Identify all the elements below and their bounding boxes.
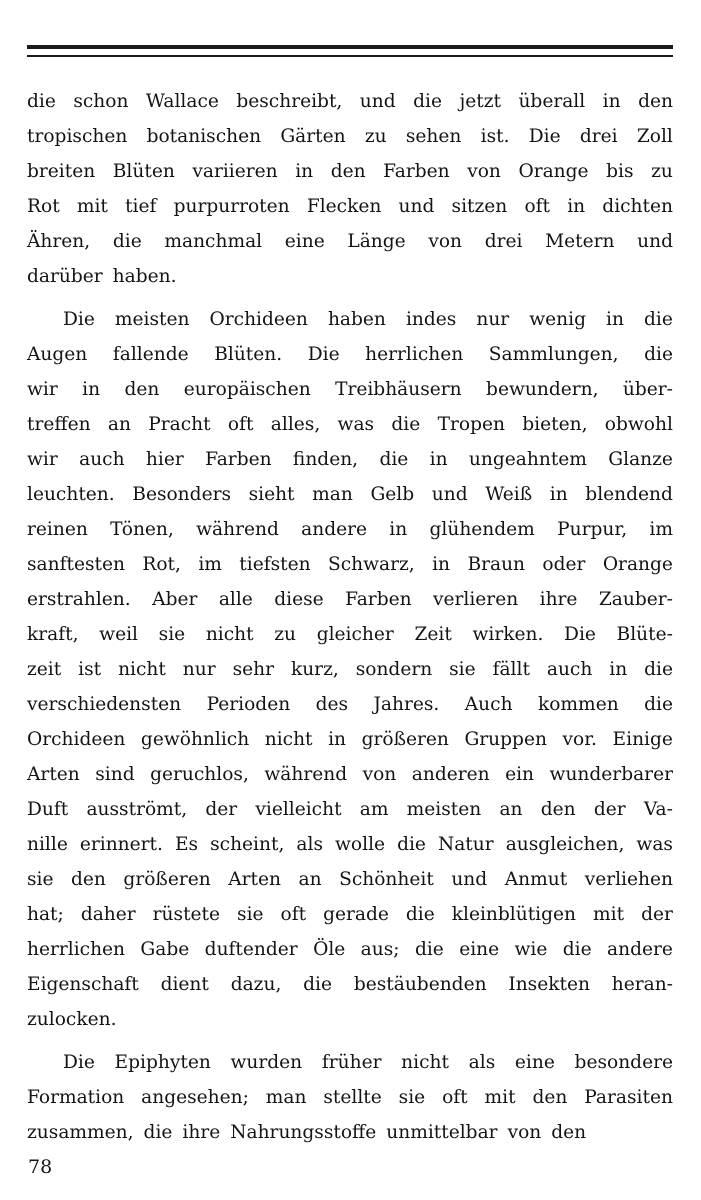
paragraph-gap — [27, 294, 673, 302]
word: geruchlos, — [150, 764, 249, 785]
word: Die — [564, 624, 596, 645]
word: oft — [227, 414, 254, 435]
word: glühendem — [429, 519, 535, 540]
word: Rot, — [142, 554, 181, 575]
word: über- — [622, 379, 673, 400]
word: in — [429, 449, 448, 470]
word: Tropen — [437, 414, 505, 435]
word: breiten — [27, 161, 96, 182]
word: schon — [73, 91, 129, 112]
word: Öle — [313, 939, 346, 960]
word: botanischen — [146, 126, 262, 147]
word: Farben — [383, 161, 450, 182]
word: Blüte- — [616, 624, 673, 645]
page-number: 78 — [28, 1156, 53, 1178]
text-line — [27, 757, 673, 792]
word: Blüten. — [214, 344, 283, 365]
word: sind — [95, 764, 135, 785]
word: Eigenschaft — [27, 974, 139, 995]
text-line — [27, 442, 673, 477]
word: mit — [76, 196, 108, 217]
word: mit — [484, 1087, 516, 1108]
word: stellte — [323, 1087, 382, 1108]
word: in — [432, 554, 451, 575]
text-line — [27, 967, 673, 1002]
word: eine — [459, 939, 500, 960]
word: Orange — [602, 554, 673, 575]
text-line — [27, 337, 673, 372]
word: nicht — [205, 624, 254, 645]
word: ungeahntem — [468, 449, 587, 470]
word: drei — [484, 231, 523, 252]
word: in — [389, 519, 408, 540]
word: mit — [593, 904, 625, 925]
header-rule-thick — [27, 45, 673, 49]
word: ist. — [480, 126, 510, 147]
word: nicht — [118, 659, 166, 680]
word: wie — [514, 939, 548, 960]
word: Zauber- — [598, 589, 673, 610]
word: scheint, — [210, 834, 285, 855]
word: Arten — [228, 869, 281, 890]
word: bieten, — [522, 414, 588, 435]
text-line — [27, 897, 673, 932]
paragraph — [27, 1045, 673, 1150]
word: die — [112, 231, 142, 252]
word: ihre — [539, 589, 578, 610]
word: Wallace — [145, 91, 219, 112]
word: ist — [78, 659, 102, 680]
word: gewöhnlich — [140, 729, 250, 750]
word: nicht — [401, 1052, 449, 1073]
word: wir — [27, 379, 58, 400]
word: an — [298, 869, 322, 890]
word: dichten — [602, 196, 673, 217]
word: an — [107, 414, 131, 435]
word: Die — [307, 344, 340, 365]
word: oft — [524, 196, 551, 217]
word: als — [468, 1052, 496, 1073]
word: sehen — [405, 126, 462, 147]
word: Formation — [27, 1087, 125, 1108]
word: Augen — [27, 344, 88, 365]
word: in — [82, 379, 101, 400]
word: die — [644, 344, 673, 365]
word: auch — [546, 659, 593, 680]
word: fallende — [112, 344, 189, 365]
word: oft — [442, 1087, 468, 1108]
word: meisten — [114, 309, 190, 330]
text-line — [27, 119, 673, 154]
text-line — [27, 547, 673, 582]
header-rule-thin — [27, 55, 673, 57]
word: Braun — [467, 554, 526, 575]
word: sie — [398, 1087, 426, 1108]
word: in — [606, 309, 624, 330]
word: überall — [518, 91, 586, 112]
word: die — [27, 91, 56, 112]
word: was — [337, 414, 375, 435]
word: Schönheit — [339, 869, 434, 890]
word: verliehen — [584, 869, 673, 890]
word: wenig — [529, 309, 586, 330]
text-line — [27, 1045, 673, 1080]
word: Aber — [152, 589, 198, 610]
text-line — [27, 792, 673, 827]
word: Flecken — [306, 196, 382, 217]
text-line: darüber haben. — [27, 266, 177, 287]
word: Die — [63, 309, 95, 330]
word: wunderbarer — [549, 764, 673, 785]
text-line: zusammen, die ihre Nahrungsstoffe unmittelbar von den — [27, 1122, 587, 1143]
paragraph — [27, 302, 673, 1037]
word: fällt — [492, 659, 530, 680]
word: und — [637, 231, 673, 252]
word: und — [431, 484, 468, 505]
text-line — [27, 189, 673, 224]
word: die — [379, 449, 409, 470]
word: von — [362, 764, 397, 785]
word: Ähren, — [27, 231, 91, 252]
word: beschreibt, — [236, 91, 343, 112]
word: und — [359, 91, 396, 112]
word: hier — [145, 449, 184, 470]
word: jetzt — [459, 91, 501, 112]
word: der — [205, 799, 238, 820]
word: Va- — [643, 799, 673, 820]
word: im — [649, 519, 673, 540]
word: Purpur, — [557, 519, 628, 540]
word: Die — [528, 126, 561, 147]
word: drei — [579, 126, 618, 147]
word: größeren — [361, 729, 449, 750]
word: der — [593, 799, 626, 820]
word: Farben — [205, 449, 272, 470]
word: herrlichen — [27, 939, 126, 960]
word: sie — [27, 869, 54, 890]
word: Orchideen — [209, 309, 308, 330]
word: die — [414, 939, 444, 960]
word: am — [359, 799, 389, 820]
word: man — [265, 1087, 307, 1108]
word: vielleicht — [255, 799, 342, 820]
word: rüstete — [152, 904, 221, 925]
text-line — [27, 407, 673, 442]
word: sanftesten — [27, 554, 125, 575]
word: Pracht — [148, 414, 211, 435]
word: die — [644, 309, 673, 330]
text-line — [27, 862, 673, 897]
word: bestäubenden — [353, 974, 487, 995]
word: und — [398, 196, 435, 217]
word: Länge — [347, 231, 406, 252]
word: dient — [160, 974, 209, 995]
word: was — [636, 834, 673, 855]
paragraph — [27, 84, 673, 294]
word: verlieren — [433, 589, 519, 610]
word: den — [330, 161, 366, 182]
word: Metern — [545, 231, 615, 252]
word: verschiedensten — [27, 694, 182, 715]
word: zu — [364, 126, 387, 147]
word: diese — [274, 589, 324, 610]
word: in — [295, 161, 314, 182]
word: Die — [63, 1052, 95, 1073]
word: den — [71, 869, 106, 890]
word: im — [198, 554, 222, 575]
word: auch — [79, 449, 125, 470]
word: indes — [405, 309, 457, 330]
text-line — [27, 1080, 673, 1115]
text-line — [27, 84, 673, 119]
word: Perioden — [206, 694, 291, 715]
word: sehr — [232, 659, 274, 680]
word: blendend — [585, 484, 673, 505]
word: variieren — [192, 161, 278, 182]
word: meisten — [406, 799, 482, 820]
word: daher — [80, 904, 136, 925]
word: der — [641, 904, 673, 925]
text-line — [27, 582, 673, 617]
word: des — [315, 694, 349, 715]
word: dazu, — [230, 974, 282, 995]
word: reinen — [27, 519, 88, 540]
word: tief — [125, 196, 157, 217]
word: während — [196, 519, 279, 540]
word: tiefsten — [239, 554, 311, 575]
word: wir — [27, 449, 58, 470]
text-line — [27, 687, 673, 722]
word: Duft — [27, 799, 69, 820]
word: Sammlungen, — [488, 344, 619, 365]
word: Besonders — [132, 484, 231, 505]
word: alles, — [270, 414, 321, 435]
word: besondere — [574, 1052, 673, 1073]
word: ausströmt, — [86, 799, 188, 820]
word: Glanze — [608, 449, 673, 470]
word: kurz, — [290, 659, 339, 680]
word: sie — [237, 904, 264, 925]
word: obwohl — [604, 414, 673, 435]
word: nur — [182, 659, 216, 680]
word: die — [562, 939, 592, 960]
word: heran- — [611, 974, 673, 995]
word: Insekten — [508, 974, 590, 995]
word: wurden — [230, 1052, 303, 1073]
word: eine — [514, 1052, 555, 1073]
word: eine — [284, 231, 325, 252]
word: zu — [274, 624, 297, 645]
word: tropischen — [27, 126, 128, 147]
word: leuchten. — [27, 484, 115, 505]
word: finden, — [292, 449, 359, 470]
word: früher — [321, 1052, 382, 1073]
word: Anmut — [504, 869, 568, 890]
word: zeit — [27, 659, 62, 680]
word: kommen — [537, 694, 619, 715]
word: in — [609, 659, 628, 680]
text-line — [27, 932, 673, 967]
word: Treibhäusern — [335, 379, 462, 400]
word: Parasiten — [584, 1087, 673, 1108]
text-line — [27, 477, 673, 512]
word: Orange — [518, 161, 589, 182]
word: nur — [476, 309, 510, 330]
word: während — [264, 764, 348, 785]
word: bewundern, — [486, 379, 599, 400]
word: den — [540, 799, 576, 820]
word: die — [644, 694, 673, 715]
word: andere — [607, 939, 673, 960]
word: und — [451, 869, 488, 890]
word: Gärten — [280, 126, 346, 147]
word: kleinblütigen — [451, 904, 577, 925]
word: Auch — [464, 694, 513, 715]
word: Natur — [437, 834, 494, 855]
word: vor. — [562, 729, 597, 750]
word: sie — [158, 624, 186, 645]
word: sondern — [355, 659, 433, 680]
word: weil — [99, 624, 138, 645]
word: herrlichen — [365, 344, 464, 365]
word: erstrahlen. — [27, 589, 131, 610]
word: Epiphyten — [114, 1052, 211, 1073]
text-line — [27, 302, 673, 337]
word: sitzen — [451, 196, 508, 217]
text-line — [27, 827, 673, 862]
word: bis — [606, 161, 634, 182]
word: die — [644, 659, 673, 680]
word: europäischen — [183, 379, 311, 400]
word: Es — [174, 834, 199, 855]
word: purpurroten — [173, 196, 290, 217]
word: Einige — [612, 729, 673, 750]
word: oft — [280, 904, 307, 925]
word: von — [428, 231, 463, 252]
word: größeren — [123, 869, 211, 890]
word: die — [391, 414, 421, 435]
word: zu — [651, 161, 673, 182]
word: sie — [449, 659, 476, 680]
word: Gelb — [370, 484, 415, 505]
word: hat; — [27, 904, 64, 925]
word: manchmal — [164, 231, 263, 252]
word: Tönen, — [110, 519, 174, 540]
word: die — [405, 904, 435, 925]
text-line — [27, 722, 673, 757]
word: den — [532, 1087, 568, 1108]
word: erinnert. — [79, 834, 163, 855]
word: oder — [542, 554, 586, 575]
word: nicht — [264, 729, 313, 750]
word: Schwarz, — [327, 554, 415, 575]
body-text — [27, 84, 673, 1150]
word: haben — [327, 309, 386, 330]
word: in — [549, 484, 568, 505]
word: treffen — [27, 414, 91, 435]
word: nille — [27, 834, 68, 855]
word: Jahres. — [373, 694, 440, 715]
word: Rot — [27, 196, 60, 217]
word: gleicher — [316, 624, 394, 645]
text-line — [27, 617, 673, 652]
word: die — [303, 974, 333, 995]
word: in — [602, 91, 621, 112]
word: Gruppen — [464, 729, 547, 750]
text-line — [27, 224, 673, 259]
word: in — [328, 729, 347, 750]
word: Orchideen — [27, 729, 126, 750]
word: gerade — [323, 904, 389, 925]
word: Zoll — [636, 126, 673, 147]
word: an — [499, 799, 523, 820]
word: wolle — [335, 834, 386, 855]
word: Blüten — [112, 161, 175, 182]
word: in — [567, 196, 586, 217]
paragraph-gap — [27, 1037, 673, 1045]
word: die — [413, 91, 442, 112]
word: die — [397, 834, 426, 855]
text-line — [27, 154, 673, 189]
word: kraft, — [27, 624, 79, 645]
word: wirken. — [472, 624, 544, 645]
word: sieht — [248, 484, 295, 505]
word: Weiß — [485, 484, 533, 505]
word: ein — [505, 764, 535, 785]
word: Zeit — [414, 624, 452, 645]
word: ausgleichen, — [505, 834, 625, 855]
text-line: zulocken. — [27, 1009, 117, 1030]
word: von — [467, 161, 501, 182]
word: Arten — [27, 764, 80, 785]
text-line — [27, 512, 673, 547]
word: den — [124, 379, 160, 400]
word: angesehen; — [141, 1087, 249, 1108]
text-line — [27, 372, 673, 407]
text-line — [27, 652, 673, 687]
word: aus; — [360, 939, 400, 960]
word: alle — [218, 589, 253, 610]
word: als — [296, 834, 323, 855]
word: duftender — [204, 939, 298, 960]
word: anderen — [411, 764, 490, 785]
word: Farben — [345, 589, 412, 610]
word: Gabe — [140, 939, 190, 960]
word: andere — [301, 519, 367, 540]
word: den — [638, 91, 673, 112]
word: man — [312, 484, 353, 505]
